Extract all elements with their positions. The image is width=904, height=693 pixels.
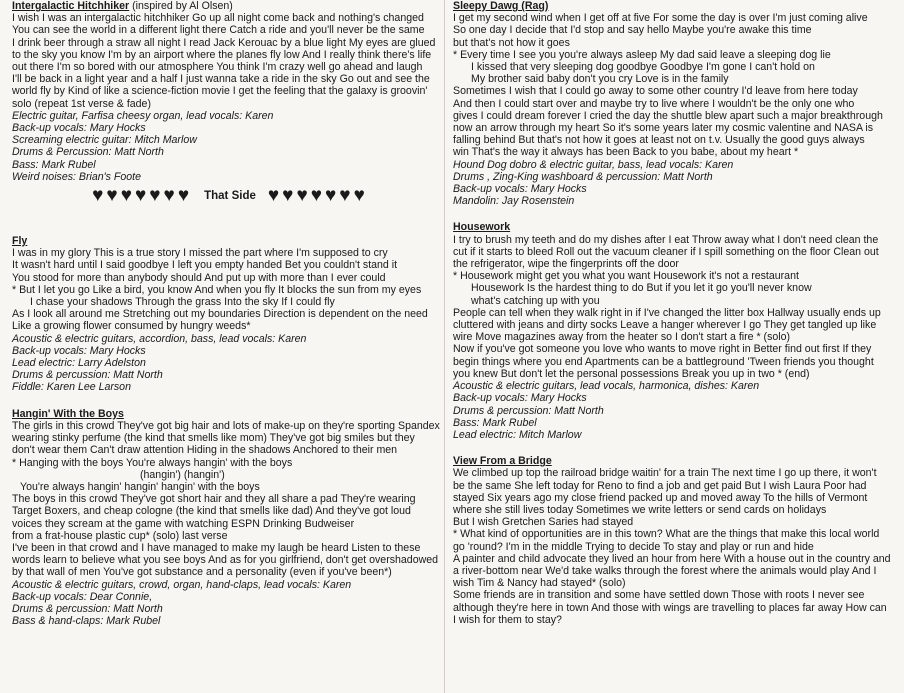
lyric-line: A painter and child advocate they lived an hour from here With a house out in the country and [453,552,891,565]
credit-line: Fiddle: Karen Lee Larson [12,381,131,394]
lyric-line: out there I'm so bored with our atmosphere You think I'm crazy well go ahead and laugh [12,61,423,74]
lyric-line: We climbed up top the railroad bridge waitin' for a train The next time I go up there, it won't [453,467,877,480]
chorus-line: * Every time I see you you're always asleep My dad said leave a sleeping dog lie [453,48,831,61]
song-sleepy-dawg [453,0,891,207]
chorus-line: (hangin') (hangin') [140,468,225,481]
lyric-line: solo (repeat 1st verse & fade) [12,97,151,110]
chorus-line: what's catching up with you [471,294,600,307]
credit-line: Screaming electric guitar: Mitch Marlow [12,134,197,147]
lyric-line: Some friends are in transition and some have settled down Those with roots I never see [453,589,865,602]
credit-line: Hound Dog dobro & electric guitar, bass, lead vocals: Karen [453,158,734,171]
lyric-line: by that wall of men You've got substance and a personality (even if you've been*) [12,566,392,579]
credit-line: Back-up vocals: Mary Hocks [12,122,146,135]
lyric-line: be the same She left today for Reno to find a job and get paid But I wish Laura Poor had [453,479,867,492]
credit-line: Lead electric: Mitch Marlow [453,428,582,441]
credit-line: Back-up vocals: Mary Hocks [12,344,146,357]
song-title: Fly [12,235,28,248]
lyric-line: I was in my glory This is a true story I missed the part where I'm supposed to cry [12,247,388,260]
lyric-line: you knew But don't let the personal possessions Break you up in two * (end) [453,367,810,380]
chorus-line: * What kind of opportunities are in this town? What are the things that make this local world [453,528,880,541]
lyric-line: People can tell when they walk right in if I've changed the litter box Hallway usually ends up [453,306,881,319]
side-divider [20,183,440,209]
lyric-line: cluttered with jeans and dirty socks Leave a hanger wherever I go They get tangled up like [453,319,877,332]
heart-icon-row: ♥♥♥♥♥♥♥ [267,185,368,207]
chorus-line: I chase your shadows Through the grass Into the sky If I could fly [30,296,335,309]
lyric-line: gives I could dream forever I cried the day the shuttle blew apart such a major breakthrough [453,109,883,122]
lyric-line: the refrigerator, wipe the fingerprints off the door [453,258,679,271]
song-housework [453,221,891,441]
lyric-line: cut if it starts to bleed Roll out the vacuum cleaner if I spill something on the floor Clean out [453,245,879,258]
song-title: Intergalactic Hitchhiker [12,0,130,12]
lyric-line: Like a growing flower consumed by hungry weeds* [12,320,251,333]
column-divider [444,0,445,693]
lyric-line: falling behind But that's not how it goes at least not on t.v. Usually the good guys always [453,134,865,147]
lyric-line: The girls in this crowd They've got big hair and lots of make-up on they're sporting Spandex [12,419,440,432]
credit-line: Back-up vocals: Dear Connie, [12,590,153,603]
song-note: (inspired by Al Olsen) [132,0,233,12]
lyric-line: a river-bottom near We'd take walks through the forest where the animals would play And I [453,564,877,577]
lyric-line: but that's not how it goes [453,36,570,49]
song-title: View From a Bridge [453,455,552,468]
credit-line: Drums & Percussion: Matt North [12,146,164,159]
credit-line: Drums , Zing-King washboard & percussion: Matt North [453,170,713,183]
song-intergalactic-hitchhiker [12,0,440,183]
credit-line: Acoustic & electric guitars, lead vocals, harmonica, dishes: Karen [453,380,760,393]
lyric-line: voices they scream at the game with watching ESPN Drinking Budweiser [12,517,355,530]
credit-line: Drums & percussion: Matt North [12,602,163,615]
chorus-line: * But I let you go Like a bird, you know And when you fly It blocks the sun from my eyes [12,283,422,296]
lyric-line: But I wish Gretchen Saries had stayed [453,516,634,529]
chorus-line: Housework Is the hardest thing to do But if you let it go you'll never know [471,282,812,295]
lyric-line: Now if you've got someone you love who wants to move right in Better find out first If they [453,343,872,356]
credit-line: Acoustic & electric guitars, accordion, bass, lead vocals: Karen [12,332,307,345]
credit-line: Mandolin: Jay Rosenstein [453,195,575,208]
song-hangin-with-the-boys [12,408,440,628]
song-view-from-a-bridge [453,455,891,626]
credit-line: Lead electric: Larry Adelston [12,357,146,370]
credit-line: Back-up vocals: Mary Hocks [453,392,587,405]
song-fly [12,235,440,394]
chorus-line: My brother said baby don't you cry Love is in the family [471,73,729,86]
lyric-line: And then I could start over and maybe try to live where I wouldn't be the only one who [453,97,855,110]
song-title-line [12,0,440,12]
credit-line: Acoustic & electric guitars, crowd, organ, hand-claps, lead vocals: Karen [12,578,352,591]
left-column [12,0,440,627]
lyric-line: I'll be back in a light year and a half I just wanna take a ride in the sky Go out and see the [12,73,430,86]
lyric-line: from a frat-house plastic cup* (solo) last verse [12,529,228,542]
lyric-line: As I look all around me Stretching out my boundaries Direction is dependent on the need [12,308,428,321]
credit-line: Back-up vocals: Mary Hocks [453,183,587,196]
song-title: Sleepy Dawg (Rag) [453,0,549,12]
credit-line: Bass: Mark Rubel [12,158,96,171]
lyric-line: stayed Six years ago my close friend packed up and moved away To the hills of Vermont [453,491,868,504]
credit-line: Weird noises: Brian's Foote [12,170,142,183]
lyric-line: I wish for them to stay? [453,613,562,626]
lyric-line: words learn to believe what you see boys And as for you girlfriend, don't get overshadowed [12,554,439,567]
chorus-line: You're always hangin' hangin' hangin' with the boys [20,480,260,493]
right-column [453,0,891,626]
lyric-line: So one day I decide that I'd stop and say hello Maybe you're awake this time [453,24,812,37]
lyric-line: I try to brush my teeth and do my dishes after I eat Throw away what I don't need clean the [453,233,879,246]
lyric-line: You stood for more than anybody should And put up with more than I ever could [12,271,386,284]
lyric-line: The boys in this crowd They've got short hair and they all share a pad They're wearing [12,493,416,506]
lyric-line: It wasn't hard until I said goodbye I left you empty handed Bet you couldn't stand it [12,259,398,272]
lyric-line: where she still lives today Sometimes we write letters or send cards on holidays [453,503,827,516]
credit-line: Electric guitar, Farfisa cheesy organ, lead vocals: Karen [12,109,274,122]
credit-line: Drums & percussion: Matt North [12,369,163,382]
song-title: Housework [453,221,511,234]
credit-line: Bass & hand-claps: Mark Rubel [12,615,161,628]
lyric-line: You can see the world in a different light there Catch a ride and you'll never be the same [12,24,425,37]
lyric-line: world fly by Kind of like a science-fiction movie I get the feeling that the galaxy is groovin' [12,85,428,98]
side-label: That Side [204,189,256,202]
chorus-line: go 'round? I'm in the middle Trying to decide To stay and play or run and hide [453,540,814,553]
lyric-line: now an arrow through my heart So it's some years later my cosmic valentine and NASA is [453,122,874,135]
lyric-line: I've been in that crowd and I have managed to make my laugh be heard Listen to these [12,541,421,554]
song-title: Hangin' With the Boys [12,407,124,420]
lyric-line: wish Tim & Nancy had stayed* (solo) [453,577,626,590]
lyric-line: begin things where you end Apartments can be a battleground 'Tween friends you thought [453,355,874,368]
heart-icon-row: ♥♥♥♥♥♥♥ [92,185,193,207]
lyric-line: Target Boxers, and cheap cologne (the kind that smells like dad) And they've got loud [12,505,411,518]
lyric-line: I drink beer through a straw all night I read Jack Kerouac by a blue light My eyes are glued [12,36,436,49]
credit-line: Bass: Mark Rubel [453,416,537,429]
lyric-line: I wish I was an intergalactic hitchhiker Go up all night come back and nothing's changed [12,12,424,25]
chorus-line: * Hanging with the boys You're always hangin' with the boys [12,456,293,469]
lyric-line: although they're here in town And those with wings are travelling to places far away How can [453,601,887,614]
lyric-line: wire Move magazines away from the heater so I don't start a fire * (solo) [453,331,791,344]
credit-line: Drums & percussion: Matt North [453,404,604,417]
lyric-line: win That's the way it always has been Back to you babe, about my heart * [453,146,799,159]
lyric-line: Sometimes I wish that I could go away to some other country I'd leave from here today [453,85,858,98]
chorus-line: I kissed that very sleeping dog goodbye Goodbye I'm gone I can't hold on [471,61,815,74]
lyric-line: don't wear them Can't draw attention Hiding in the shadows Anchored to their men [12,444,398,457]
lyric-line: to the sky you know I'm by an airport where the planes fly low And I really think there's life [12,48,432,61]
chorus-line: * Housework might get you what you want Housework it's not a restaurant [453,270,799,283]
lyric-line: wearing stinky perfume (the kind that smells like mom) They've got big smiles but they [12,432,415,445]
lyric-line: I get my second wind when I get off at five For some the day is over I'm just coming alive [453,12,868,25]
